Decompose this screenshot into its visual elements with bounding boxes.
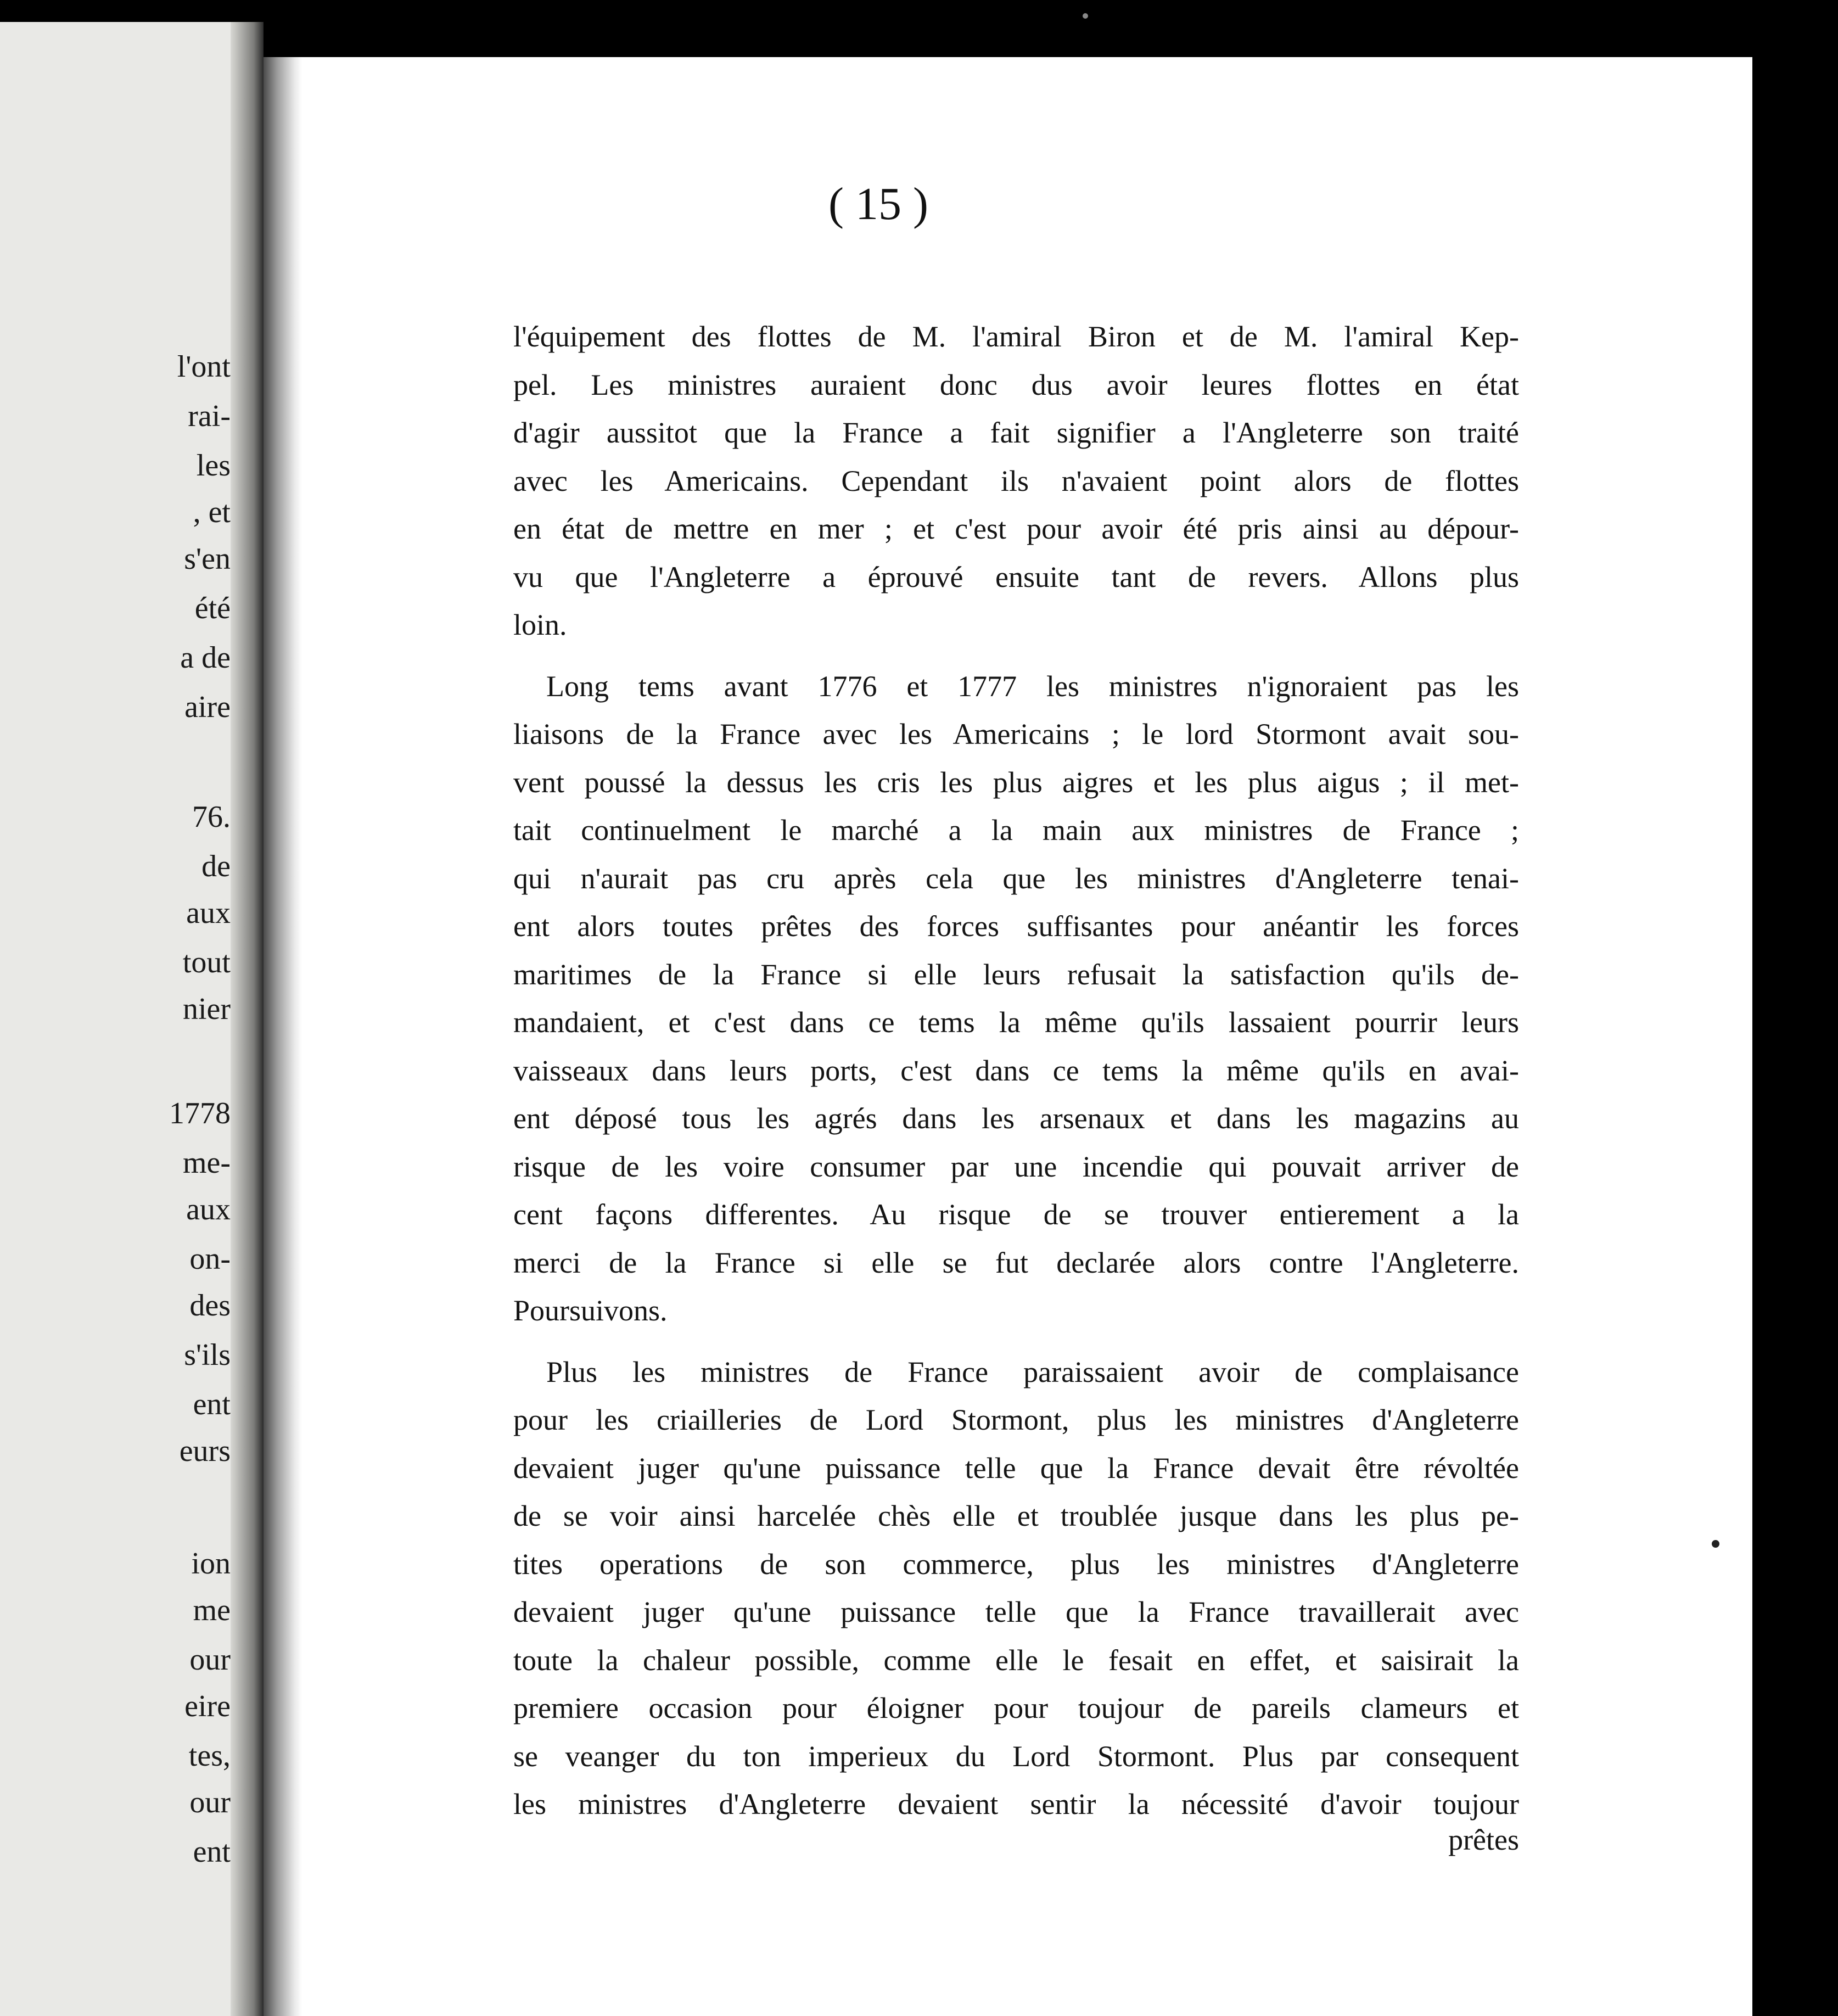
left-page-fragment: aux bbox=[186, 1192, 231, 1227]
text-line: ent déposé tous les agrés dans les arsenaux et dans les magazins au bbox=[513, 1102, 1519, 1135]
text-line: toute la chaleur possible, comme elle le fesait en effet, et saisirait la bbox=[513, 1643, 1519, 1677]
text-line: en état de mettre en mer ; et c'est pour avoir été pris ainsi au dépour- bbox=[513, 512, 1519, 545]
left-page-fragment: our bbox=[189, 1785, 231, 1819]
left-page-fragment: les bbox=[196, 449, 231, 483]
text-line: loin. bbox=[513, 608, 567, 641]
text-line: Poursuivons. bbox=[513, 1294, 668, 1327]
text-line: vent poussé la dessus les cris les plus aigres et les plus aigus ; il met- bbox=[513, 765, 1519, 799]
page-body-text bbox=[513, 313, 1519, 1842]
left-page-fragment: été bbox=[194, 591, 231, 625]
text-line: devaient juger qu'une puissance telle que la France devait être révoltée bbox=[513, 1451, 1519, 1485]
paper-speck bbox=[1083, 13, 1088, 19]
text-line: ent alors toutes prêtes des forces suffisantes pour anéantir les forces bbox=[513, 910, 1519, 943]
paragraph bbox=[513, 1348, 1519, 1829]
text-line: merci de la France si elle se fut declarée alors contre l'Angleterre. bbox=[513, 1246, 1519, 1279]
text-line: pel. Les ministres auraient donc dus avoir leures flottes en état bbox=[513, 368, 1519, 401]
text-line: cent façons differentes. Au risque de se trouver entierement a la bbox=[513, 1198, 1519, 1231]
left-page-fragment: de bbox=[201, 849, 231, 883]
page-number: ( 15 ) bbox=[828, 178, 928, 229]
left-page-fragment: me bbox=[193, 1593, 231, 1627]
text-line: tait continuelment le marché a la main aux ministres de France ; bbox=[513, 814, 1519, 847]
text-line: les ministres d'Angleterre devaient sentir la nécessité d'avoir toujour bbox=[513, 1788, 1519, 1821]
left-page-fragment: 1778 bbox=[169, 1096, 231, 1130]
left-page-fragment: tout bbox=[182, 945, 231, 979]
text-line: d'agir aussitot que la France a fait signifier a l'Angleterre son traité bbox=[513, 416, 1519, 449]
text-line: mandaient, et c'est dans ce tems la même qu'ils lassaient pourrir leurs bbox=[513, 1006, 1519, 1039]
scan-border bbox=[1752, 57, 1838, 2016]
text-line: avec les Americains. Cependant ils n'avaient point alors de flottes bbox=[513, 464, 1519, 497]
left-page-fragment: 76. bbox=[192, 800, 231, 834]
catchword: prêtes bbox=[1448, 1823, 1519, 1856]
text-line: Long tems avant 1776 et 1777 les ministres n'ignoraient pas les bbox=[546, 669, 1519, 703]
left-page bbox=[0, 22, 264, 2016]
left-page-fragment: aire bbox=[184, 690, 231, 724]
left-page-fragment: ion bbox=[191, 1547, 231, 1581]
left-page-fragment: ent bbox=[193, 1835, 231, 1869]
spine-shadow bbox=[264, 57, 302, 2016]
text-line: liaisons de la France avec les Americains ; le lord Stormont avait sou- bbox=[513, 718, 1519, 751]
left-page-fragment: s'en bbox=[184, 542, 231, 576]
text-line: qui n'aurait pas cru après cela que les ministres d'Angleterre tenai- bbox=[513, 861, 1519, 895]
text-line: pour les criailleries de Lord Stormont, plus les ministres d'Angleterre bbox=[513, 1403, 1519, 1436]
left-page-fragment: on- bbox=[189, 1242, 231, 1276]
text-line: vu que l'Angleterre a éprouvé ensuite tant de revers. Allons plus bbox=[513, 560, 1519, 593]
text-line: premiere occasion pour éloigner pour toujour de pareils clameurs et bbox=[513, 1692, 1519, 1724]
left-page-fragment: eire bbox=[184, 1689, 231, 1723]
left-page-fragment: me- bbox=[182, 1146, 231, 1180]
paragraph bbox=[513, 313, 1519, 649]
left-page-fragment: l'ont bbox=[177, 350, 231, 384]
left-page-fragment: aux bbox=[186, 896, 231, 930]
text-line: de se voir ainsi harcelée chès elle et troublée jusque dans les plus pe- bbox=[513, 1499, 1519, 1532]
text-line: vaisseaux dans leurs ports, c'est dans ce tems la même qu'ils en avai- bbox=[513, 1054, 1519, 1087]
book-gutter-fold bbox=[231, 22, 264, 2016]
paper-speck bbox=[1712, 1540, 1719, 1548]
text-line: maritimes de la France si elle leurs refusait la satisfaction qu'ils de- bbox=[513, 957, 1519, 991]
text-line: Plus les ministres de France paraissaient avoir de complaisance bbox=[546, 1355, 1519, 1388]
left-page-fragment: ent bbox=[193, 1387, 231, 1421]
left-page-fragment: our bbox=[189, 1643, 231, 1677]
left-page-fragment: eurs bbox=[179, 1434, 231, 1468]
left-page-fragment: des bbox=[189, 1289, 231, 1323]
text-line: devaient juger qu'une puissance telle que la France travaillerait avec bbox=[513, 1595, 1519, 1628]
text-line: se veanger du ton imperieux du Lord Stormont. Plus par consequent bbox=[513, 1739, 1519, 1773]
text-line: risque de les voire consumer par une incendie qui pouvait arriver de bbox=[513, 1150, 1519, 1183]
left-page-fragment: , et bbox=[193, 495, 231, 529]
left-page-fragment: a de bbox=[180, 641, 231, 675]
text-line: l'équipement des flottes de M. l'amiral Biron et de M. l'amiral Kep- bbox=[513, 320, 1519, 353]
left-page-fragment: nier bbox=[182, 992, 231, 1026]
left-page-fragment: s'ils bbox=[184, 1338, 231, 1372]
left-page-fragment: tes, bbox=[188, 1739, 231, 1773]
text-line: tites operations de son commerce, plus les ministres d'Angleterre bbox=[513, 1547, 1519, 1581]
left-page-fragment: rai- bbox=[188, 399, 231, 433]
paragraph bbox=[513, 663, 1519, 1335]
